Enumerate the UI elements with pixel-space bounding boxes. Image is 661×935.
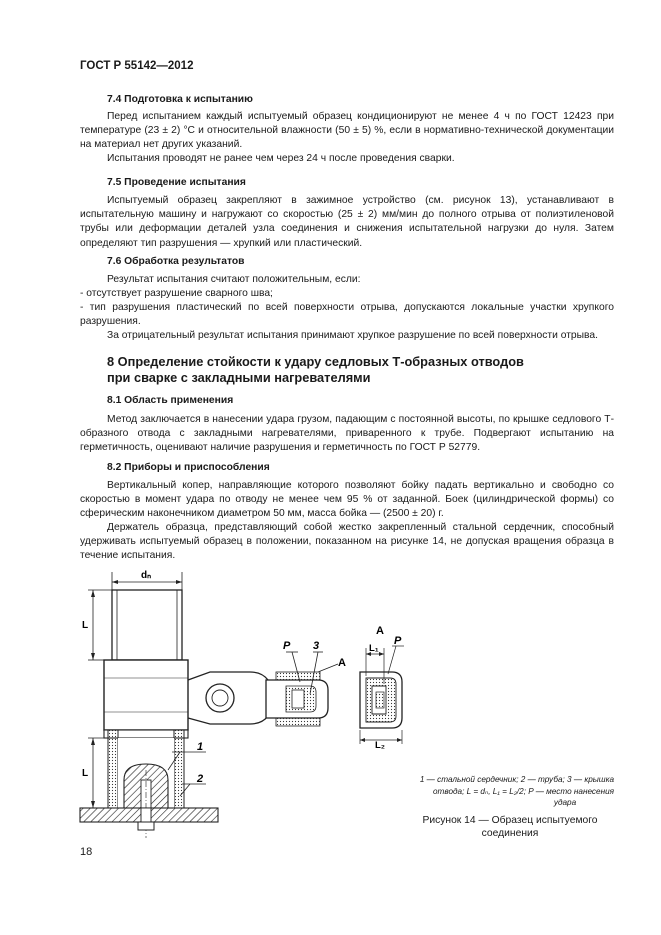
section-7-5-paragraph-1: Испытуемый образец закрепляют в зажимное устройство (см. рисунок 13), устанавливают в испытательную машину и нагружают со скоростью (25 ± 2) мм/мин до полного отрыва от полиэтиленовой трубы или деформации деталей узла соединения и снижения испытательной нагрузки до нуля. Затем определяют тип разрушения — хрупкий или пластический. (80, 195, 614, 249)
label-P-detail: P (394, 635, 402, 647)
section-7-4-title: 7.4 Подготовка к испытанию (107, 94, 253, 105)
figure-legend-line-3: удара (553, 798, 577, 807)
section-7-6-paragraph-3: - тип разрушения пластический по всей поверхности отрыва, допускаются локальные участки хрупкого разрушения. (80, 302, 614, 328)
detail-A-title: A (376, 625, 384, 637)
label-3: 3 (313, 640, 320, 652)
section-8-1-paragraph-1: Метод заключается в нанесении удара грузом, падающим с постоянной высоты, по крышке седлового Т-образного отвода с закладными нагревателями, приваренного к трубе. Подвергают испытанию на герметичность, оценивают наличие разрушения и герметичность по ГОСТ Р 52779. (80, 414, 614, 454)
section-8-2-title: 8.2 Приборы и приспособления (107, 462, 270, 473)
section-8-title-line-2: при сварке с закладными нагревателями (107, 370, 371, 385)
section-8-1-title: 8.1 Область применения (107, 395, 234, 406)
figure-title-line-1: Рисунок 14 — Образец испытуемого (422, 815, 598, 826)
document-header: ГОСТ Р 55142—2012 (80, 60, 194, 72)
end-cap (266, 672, 328, 726)
dn-label: dₙ (141, 570, 152, 581)
figure-title (400, 814, 620, 840)
page-number: 18 (80, 846, 93, 858)
upper-pipe (112, 590, 182, 660)
label-1: 1 (197, 741, 204, 753)
L1-label: L₁ (369, 643, 379, 654)
saddle-body (104, 660, 188, 730)
pipe-wall-right (174, 730, 184, 808)
figure-legend-line-1: 1 — стальной сердечник; 2 — труба; 3 — крышка (419, 775, 614, 784)
section-7-6-paragraph-4: За отрицательный результат испытания принимают хрупкое разрушение по всей поверхности отрыва. (107, 330, 598, 341)
section-7-6-title: 7.6 Обработка результатов (107, 256, 245, 267)
section-7-6-paragraph-2: - отсутствует разрушение сварного шва; (80, 288, 273, 299)
label-2: 2 (197, 773, 204, 785)
section-7-6-paragraph-1: Результат испытания считают положительным, если: (107, 274, 361, 285)
pipe-wall-left (108, 730, 118, 808)
lower-L-label: L (82, 768, 89, 779)
label-A-leader: A (338, 657, 346, 669)
dimension-lower-L (88, 738, 108, 808)
label-P-left: P (283, 640, 291, 652)
upper-L-label: L (82, 620, 89, 631)
section-8-2-paragraph-1: Вертикальный копер, направляющие которого позволяют бойку падать вертикально и свободно со скоростью в момент удара по отводу не менее чем 95 % от заданной. Боек (цилиндрической формы) со сферическим наконечником диаметром 50 мм, масса бойка — (2500 ± 20) г. (80, 480, 614, 520)
dimension-upper-L (88, 590, 112, 660)
figure-title-line-2: соединения (481, 828, 539, 839)
figure-legend (396, 774, 614, 809)
detail-A-cap (360, 672, 402, 728)
section-8-2-paragraph-2: Держатель образца, представляющий собой жестко закрепленный стальной сердечник, способный удерживать испытуемый образец в положении, показанном на рисунке 14, не допуская вращения образца в течение испытания. (80, 522, 614, 562)
section-8-title-line-1: 8 Определение стойкости к удару седловых Т-образных отводов (107, 354, 524, 369)
section-7-5-title: 7.5 Проведение испытания (107, 177, 246, 188)
section-7-4-paragraph-2: Испытания проводят не ранее чем через 24 ч после проведения сварки. (107, 153, 455, 164)
figure-legend-line-2: отвода; L = dₙ, L₁ = L₂/2; P — место нанесения (433, 786, 614, 796)
section-7-4-paragraph-1: Перед испытанием каждый испытуемый образец кондиционируют не менее 4 ч по ГОСТ 12423 при температуре (23 ± 2) °С и относительной влажности (50 ± 5) %, если в нормативно-технической документации на материал нет других указаний. (80, 111, 614, 151)
L2-label: L₂ (375, 740, 386, 751)
